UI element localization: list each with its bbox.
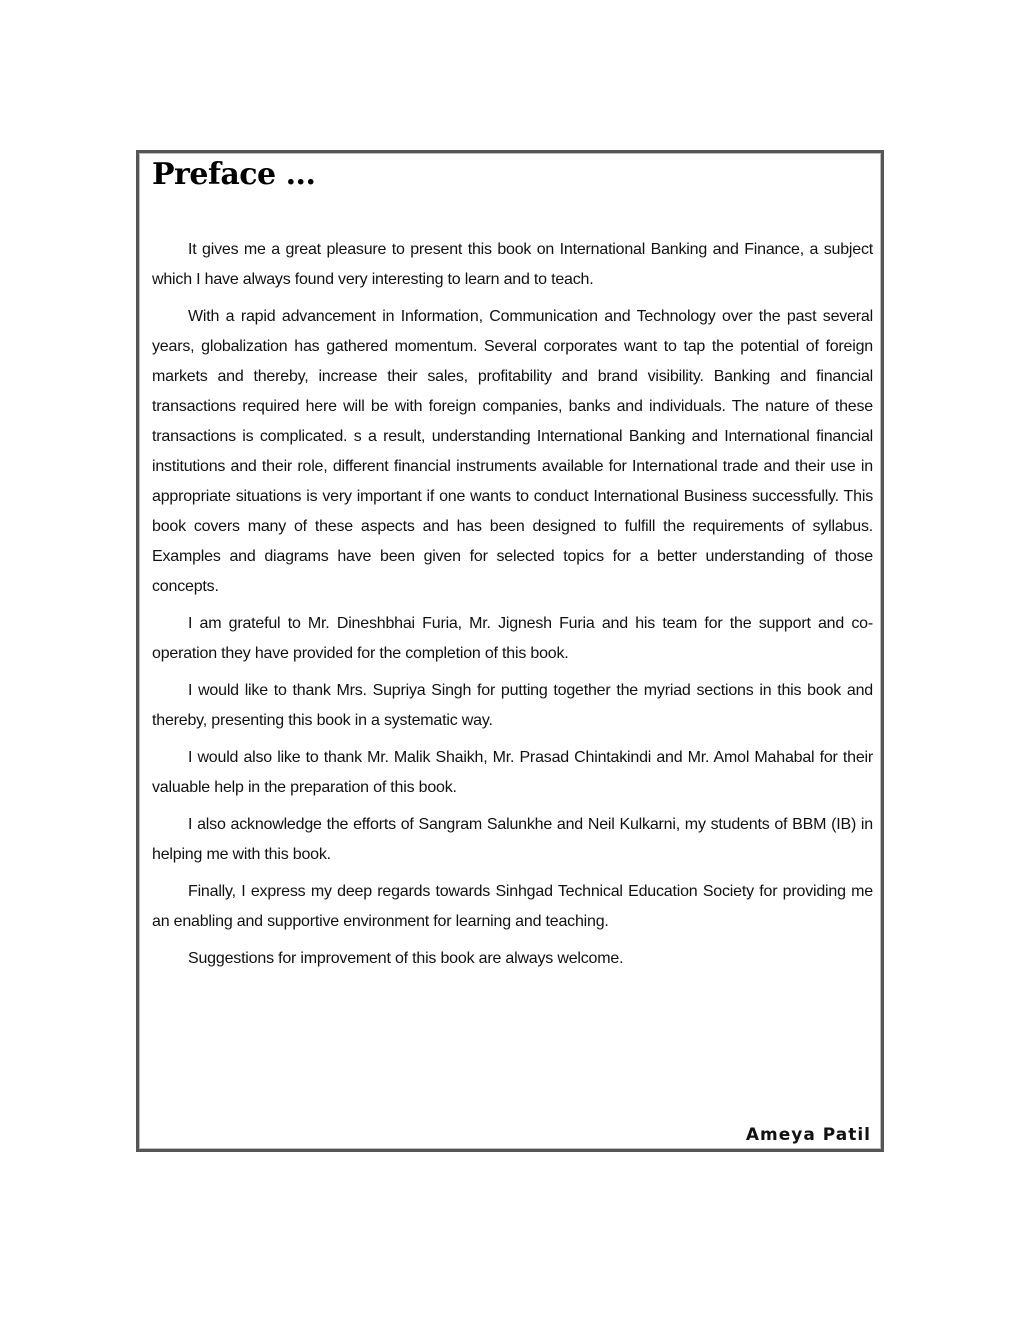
paragraph: I would also like to thank Mr. Malik Shaikh, Mr. Prasad Chintakindi and Mr. Amol Mahabal for their valuable help in the preparation of this book.: [152, 749, 873, 796]
preface-body: [152, 235, 873, 981]
paragraph: With a rapid advancement in Information, Communication and Technology over the past several years, globalization has gathered momentum. Several corporates want to tap the potential of foreign markets and thereby, increase their sales, profitability and brand visibility. Banking and financial transactions required here will be with foreign companies, banks and individuals. The nature of these transactions is complicated. s a result, understanding International Banking and International financial institutions and their role, different financial instruments available for International trade and their use in appropriate situations is very important if one wants to conduct International Business successfully. This book covers many of these aspects and has been designed to fulfill the requirements of syllabus. Examples and diagrams have been given for selected topics for a better understanding of those concepts.: [152, 308, 873, 595]
preface-frame: [136, 150, 884, 1152]
page-title: Preface ...: [152, 157, 316, 192]
paragraph: I also acknowledge the efforts of Sangram Salunkhe and Neil Kulkarni, my students of BBM (IB) in helping me with this book.: [152, 816, 873, 863]
paragraph: Finally, I express my deep regards towards Sinhgad Technical Education Society for providing me an enabling and supportive environment for learning and teaching.: [152, 883, 873, 930]
author-signature: Ameya Patil: [745, 1125, 871, 1145]
paragraph: I would like to thank Mrs. Supriya Singh for putting together the myriad sections in this book and thereby, presenting this book in a systematic way.: [152, 682, 873, 729]
paragraph: Suggestions for improvement of this book are always welcome.: [188, 950, 624, 967]
paragraph: It gives me a great pleasure to present this book on International Banking and Finance, a subject which I have always found very interesting to learn and to teach.: [152, 241, 873, 288]
paragraph: I am grateful to Mr. Dineshbhai Furia, Mr. Jignesh Furia and his team for the support and co-operation they have provided for the completion of this book.: [152, 615, 873, 662]
